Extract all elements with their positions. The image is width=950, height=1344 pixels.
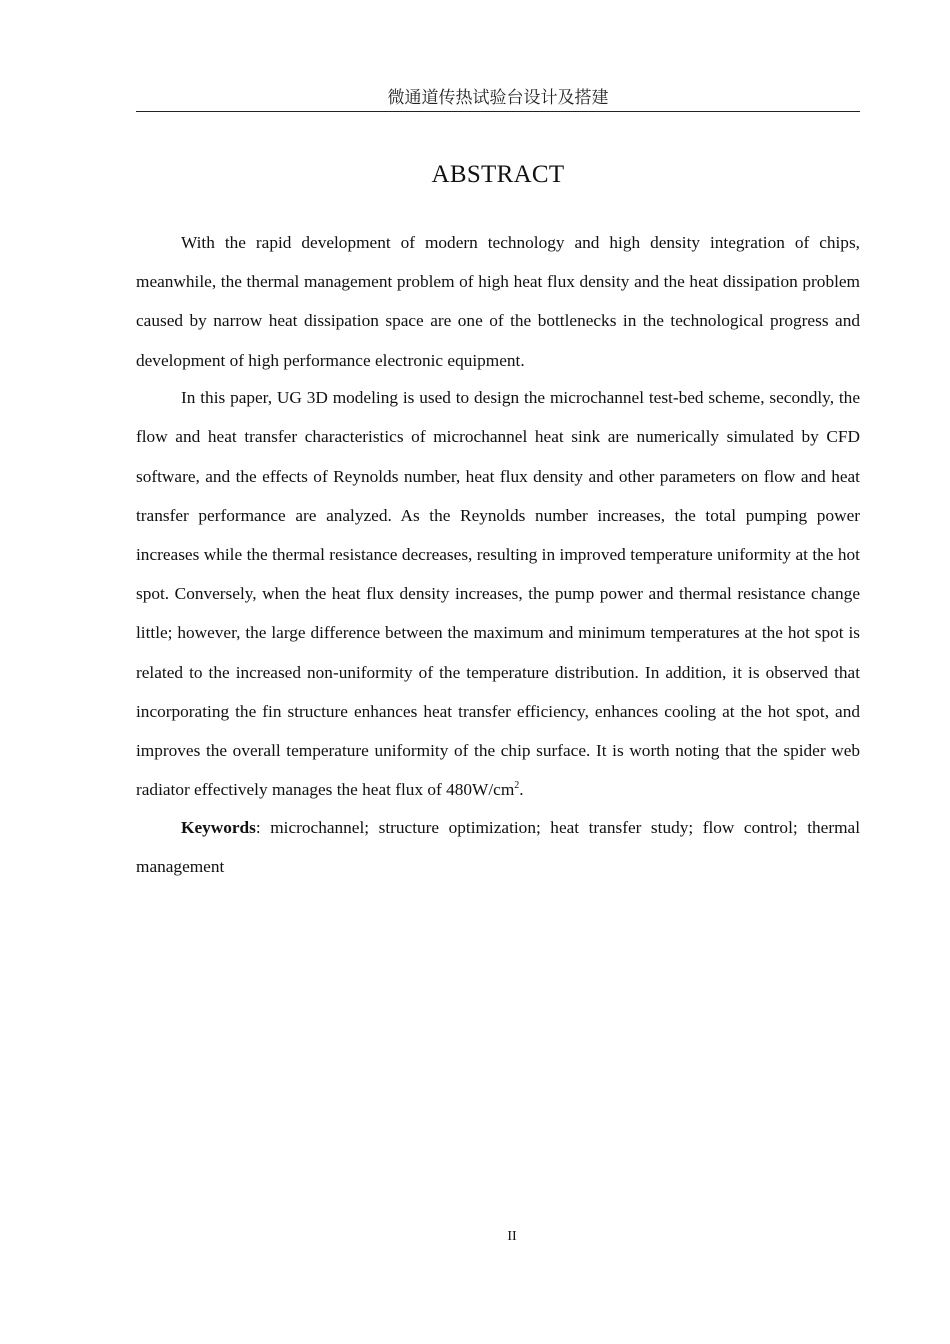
keywords-label: Keywords <box>181 817 256 837</box>
abstract-body <box>136 223 860 886</box>
running-header <box>136 86 860 112</box>
abstract-paragraph-2-period: . <box>519 780 524 800</box>
abstract-paragraph-2-text: In this paper, UG 3D modeling is used to design the microchannel test-bed scheme, secondly, the flow and heat transfer characteristics of microchannel heat sink are numerically simulated by CFD software, and the effects of Reynolds number, heat flux density and other parameters on flow and heat transfer performance are analyzed. As the Reynolds number increases, the total pumping power increases while the thermal resistance decreases, resulting in improved temperature uniformity at the hot spot. Conversely, when the heat flux density increases, the pump power and thermal resistance change little; however, the large difference between the maximum and minimum temperatures at the hot spot is related to the increased non-uniformity of the temperature distribution. In addition, it is observed that incorporating the fin structure enhances heat transfer efficiency, enhances cooling at the hot spot, and improves the overall temperature uniformity of the chip surface. It is worth noting that the spider web radiator effectively manages the heat flux of 480W/cm <box>136 388 860 800</box>
keywords-paragraph <box>136 808 860 886</box>
abstract-paragraph-2 <box>136 378 860 809</box>
abstract-title: ABSTRACT <box>431 161 565 188</box>
unit-superscript: 2 <box>514 780 520 792</box>
keywords-list: : microchannel; structure optimization; heat transfer study; flow control; thermal management <box>136 817 860 876</box>
running-header-title: 微通道传热试验台设计及搭建 <box>387 88 609 108</box>
abstract-paragraph-1: With the rapid development of modern technology and high density integration of chips, meanwhile, the thermal management problem of high heat flux density and the heat dissipation problem caused by narrow heat dissipation space are one of the bottlenecks in the technological progress and development of high performance electronic equipment. <box>136 233 860 370</box>
page-number: II <box>507 1229 517 1244</box>
